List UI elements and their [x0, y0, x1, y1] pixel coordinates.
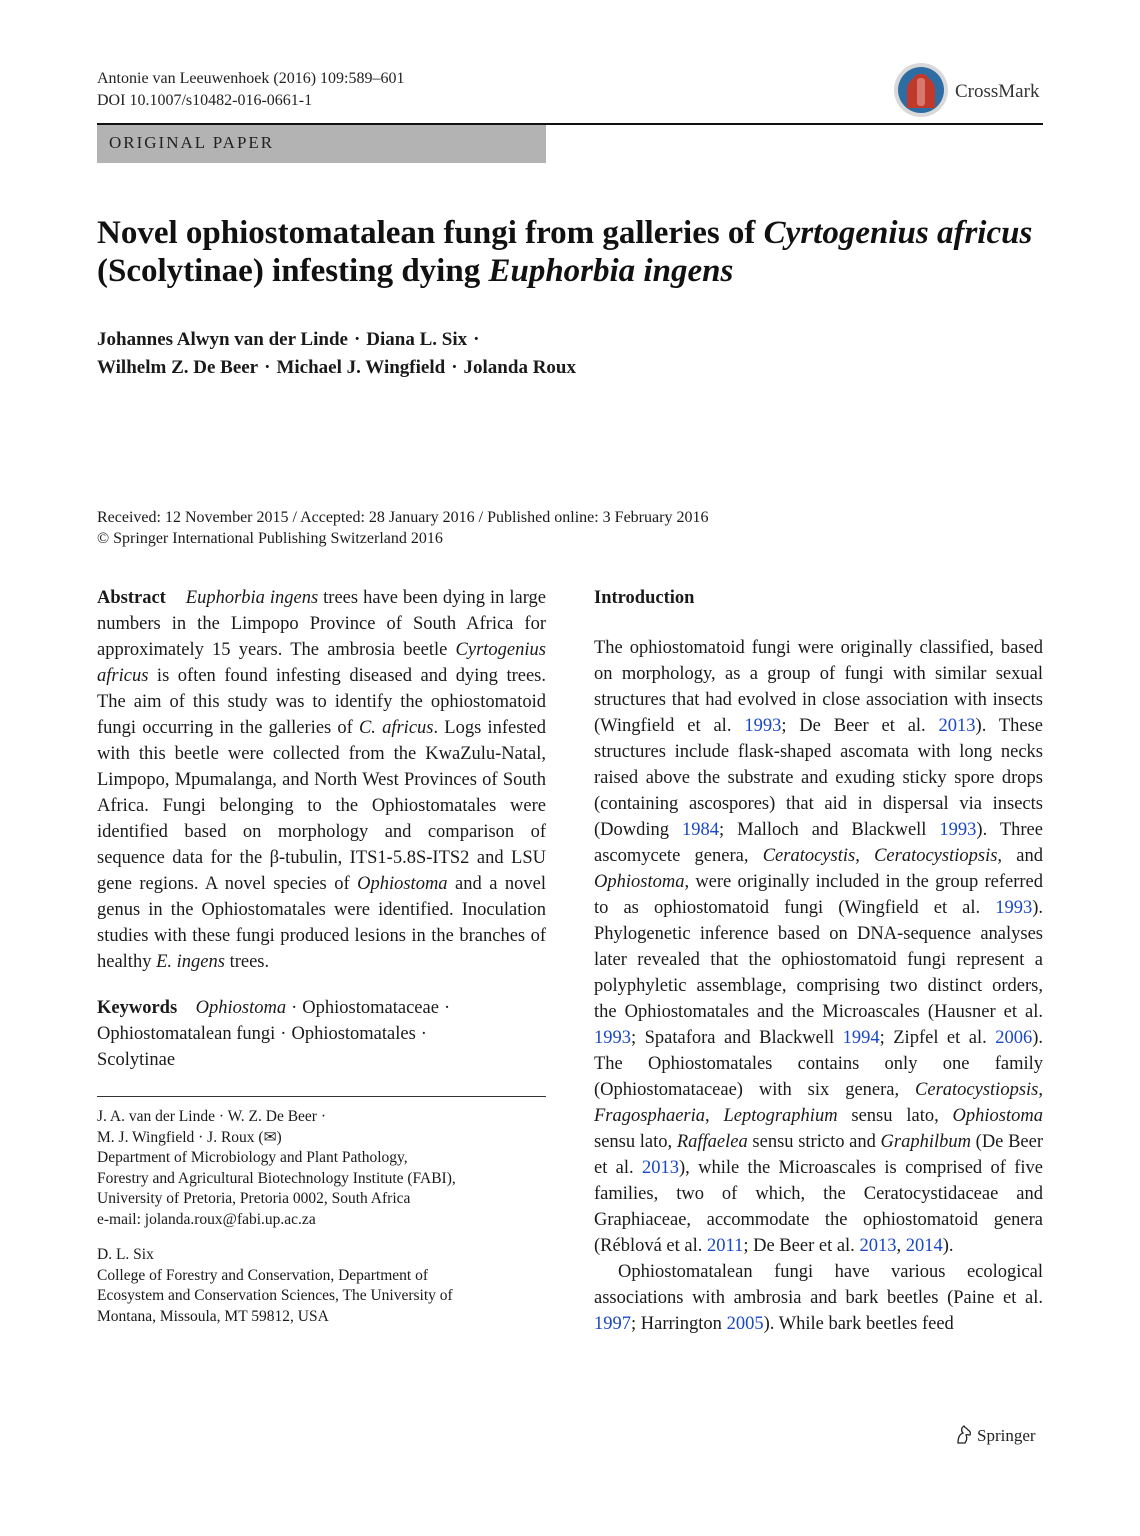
keyword: Scolytinae	[97, 1050, 176, 1070]
citation-link[interactable]: 2014	[905, 1236, 943, 1256]
abstract-heading: Abstract	[97, 588, 166, 608]
keyword: Ophiostomatales	[291, 1024, 416, 1044]
article-type-band	[97, 125, 546, 163]
keywords-heading: Keywords	[97, 998, 178, 1018]
citation-link[interactable]: 1993	[594, 1028, 631, 1048]
citation-link[interactable]: 2006	[995, 1028, 1033, 1048]
author[interactable]: Diana L. Six	[366, 329, 468, 350]
journal-citation	[97, 68, 404, 112]
citation-link[interactable]: 2005	[726, 1314, 764, 1334]
email-link[interactable]: e-mail: jolanda.roux@fabi.up.ac.za	[97, 1210, 316, 1228]
citation-link[interactable]: 2011	[707, 1236, 744, 1256]
crossmark-label: CrossMark	[955, 81, 1040, 102]
intro-paragraph-2: Ophiostomatalean fungi have various ecological associations with ambrosia and bark beetles (Paine et al. 1997; Harrington 2005). While bark beetles feed	[594, 1262, 1043, 1334]
affiliation-2: D. L. Six College of Forestry and Conservation, Department of Ecosystem and Conservation Sciences, The University of Montana, Missoula, MT 59812, USA	[97, 1246, 453, 1325]
author[interactable]: Jolanda Roux	[463, 357, 576, 378]
keyword: Ophiostomatalean fungi	[97, 1024, 276, 1044]
keyword: Ophiostoma	[195, 998, 287, 1018]
citation-link[interactable]: 2013	[642, 1158, 679, 1178]
abstract: Abstract Euphorbia ingens trees have been dying in large numbers in the Limpopo Province of South Africa for approximately 15 years. The ambrosia beetle Cyrtogenius africus is often found infesting diseased and dying trees. The aim of this study was to identify the ophiostomatoid fungi occurring in the galleries of C. africus. Logs infested with this beetle were collected from the KwaZulu-Natal, Limpopo, Mpumalanga, and North West Provinces of South Africa. Fungi belonging to the Ophiostomatales were identified based on morphology and comparison of sequence data for the β-tubulin, ITS1-5.8S-ITS2 and LSU gene regions. A novel species of Ophiostoma and a novel genus in the Ophiostomatales were identified. Inoculation studies with these fungi produced lesions in the branches of healthy E. ingens trees.	[97, 588, 547, 972]
publisher-name: Springer	[977, 1426, 1036, 1445]
article-type: ORIGINAL PAPER	[109, 133, 275, 152]
keyword: Ophiostomataceae	[302, 998, 439, 1018]
citation-link[interactable]: 2013	[859, 1236, 897, 1256]
crossmark-icon	[893, 62, 949, 118]
citation-link[interactable]: 1993	[995, 898, 1033, 918]
dates-line: Received: 12 November 2015 / Accepted: 28 January 2016 / Published online: 3 February 2016	[97, 509, 709, 526]
author[interactable]: Johannes Alwyn van der Linde	[97, 329, 348, 350]
publication-history	[97, 507, 1043, 549]
crossmark-badge[interactable]	[893, 62, 1043, 118]
affiliation-1: J. A. van der Linde · W. Z. De Beer · M. J. Wingfield · J. Roux (✉) Department of Microbiology and Plant Pathology, Forestry and Agricultural Biotechnology Institute (FABI), University of Pretoria, Pretoria 0002, South Africa e-mail: jolanda.roux@fabi.up.ac.za	[97, 1107, 546, 1230]
author[interactable]: Michael J. Wingfield	[276, 357, 446, 378]
citation-link[interactable]: 1997	[594, 1314, 631, 1334]
introduction-heading: Introduction	[594, 588, 695, 608]
citation-link[interactable]: 1993	[744, 716, 782, 736]
paper-title: Novel ophiostomatalean fungi from galleries of Cyrtogenius africus (Scolytinae) infesting dying Euphorbia ingens	[97, 215, 1033, 289]
author-line-2: Wilhelm Z. De Beer · Michael J. Wingfield · Jolanda Roux	[97, 357, 576, 378]
citation-link[interactable]: 1984	[682, 820, 719, 840]
left-column	[97, 585, 546, 1327]
springer-horse-icon	[955, 1424, 973, 1444]
author[interactable]: Wilhelm Z. De Beer	[97, 357, 259, 378]
doi[interactable]: DOI 10.1007/s10482-016-0661-1	[97, 92, 313, 109]
right-column	[594, 585, 1043, 1337]
intro-paragraph-1: The ophiostomatoid fungi were originally classified, based on morphology, as a group of fungi with similar sexual structures that had evolved in close association with insects (Wingfield et al. 1993; De Beer et al. 2013). These structures include flask-shaped ascomata with long necks raised above the substrate and exuding sticky spore drops (containing ascospores) that aid in dispersal via insects (Dowding 1984; Malloch and Blackwell 1993). Three ascomycete genera, Ceratocystis, Ceratocystiopsis, and Ophiostoma, were originally included in the group referred to as ophiostomatoid fungi (Wingfield et al. 1993). Phylogenetic inference based on DNA-sequence analyses later revealed that the ophiostomatoid fungi represent a polyphyletic assemblage, comprising two distinct orders, the Ophiostomatales and the Microascales (Hausner et al. 1993; Spatafora and Blackwell 1994; Zipfel et al. 2006). The Ophiostomatales contains only one family (Ophiostomataceae) with six genera, Ceratocystiopsis, Fragosphaeria, Leptographium sensu lato, Ophiostoma sensu lato, Raffaelea sensu stricto and Graphilbum (De Beer et al. 2013), while the Microascales is comprised of five families, two of which, the Ceratocystidaceae and Graphiaceae, accommodate the ophiostomatoid genera (Réblová et al. 2011; De Beer et al. 2013, 2014).	[594, 638, 1044, 1256]
author-line-1: Johannes Alwyn van der Linde · Diana L. Six ·	[97, 329, 480, 350]
keywords: Keywords Ophiostoma · Ophiostomataceae · Ophiostomatalean fungi · Ophiostomatales · Scolytinae	[97, 998, 451, 1070]
journal-name-volume: Antonie van Leeuwenhoek (2016) 109:589–601	[97, 70, 405, 87]
citation-link[interactable]: 1993	[939, 820, 977, 840]
citation-link[interactable]: 1994	[842, 1028, 880, 1048]
publisher-logo	[955, 1424, 1036, 1446]
copyright: © Springer International Publishing Switzerland 2016	[97, 530, 443, 547]
footnote-rule	[97, 1096, 546, 1097]
author-list	[97, 326, 1043, 382]
citation-link[interactable]: 2013	[938, 716, 976, 736]
